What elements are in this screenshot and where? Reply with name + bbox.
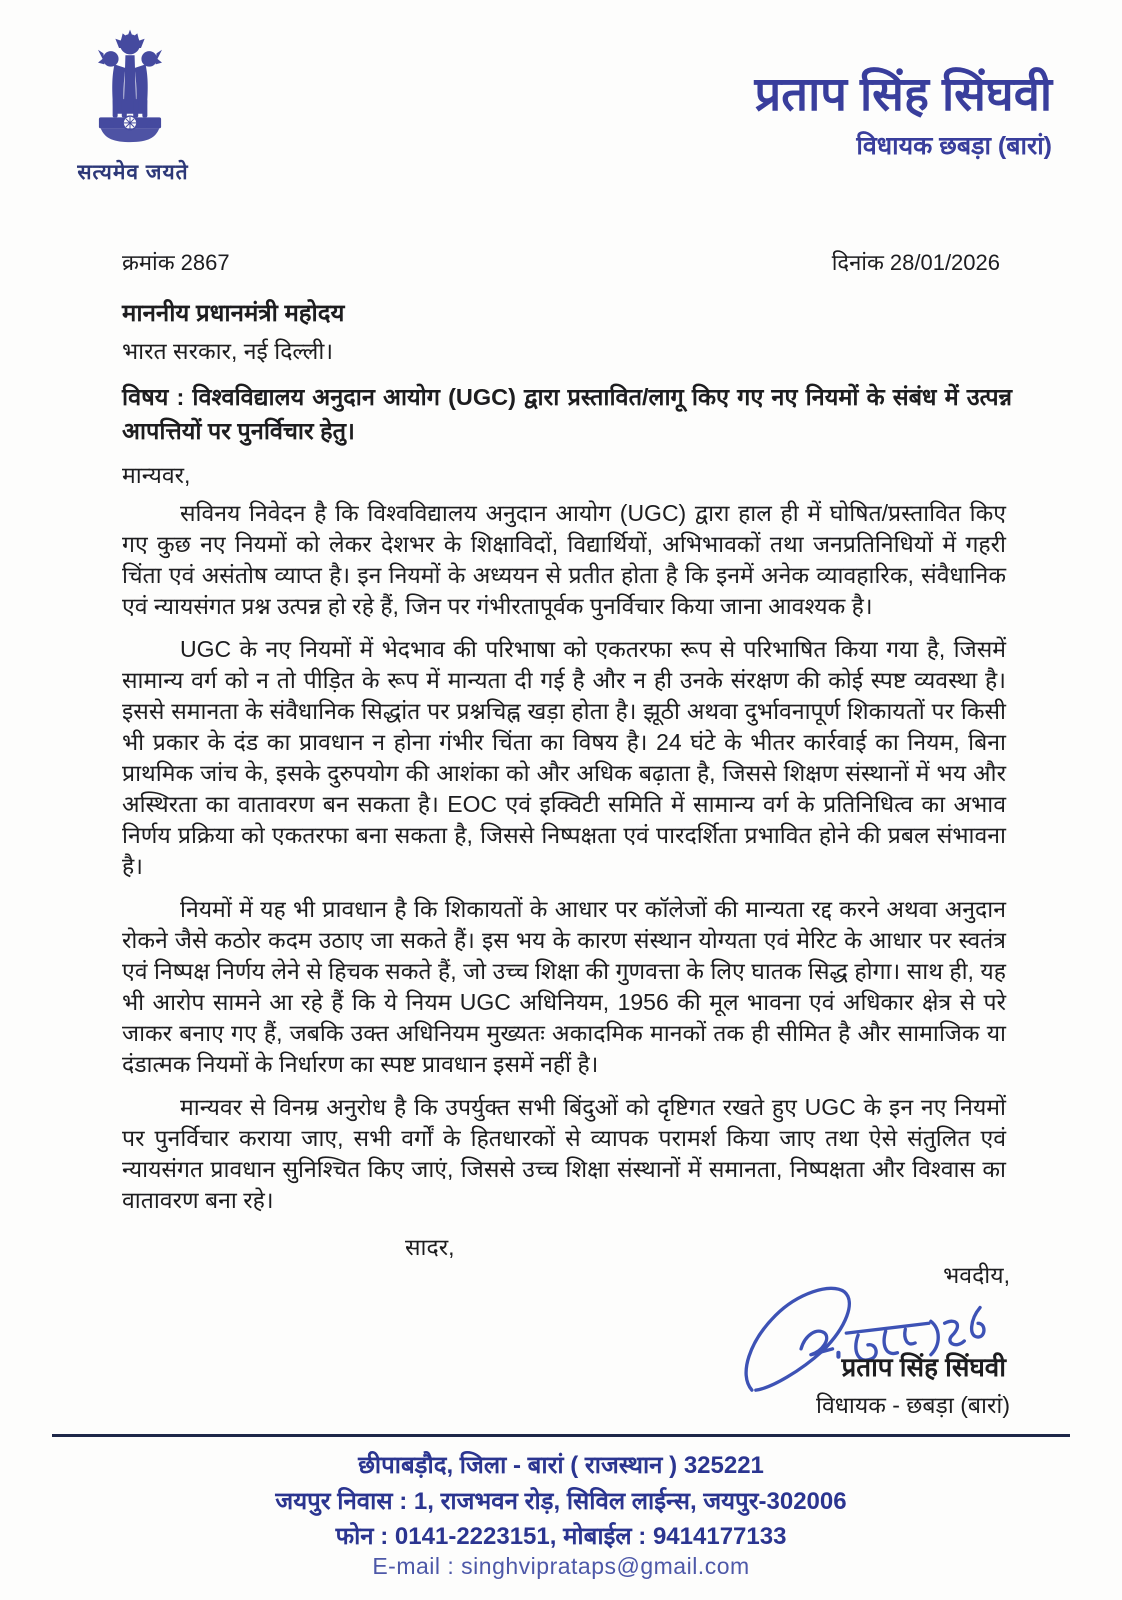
recipient-block [122,296,344,366]
paragraph-1: सविनय निवेदन है कि विश्वविद्यालय अनुदान आयोग (UGC) द्वारा हाल ही में घोषित/प्रस्तावित किए गए कुछ नए नियमों को लेकर देशभर के शिक्षाविदों, विद्यार्थियों, अभिभावकों तथा जनप्रतिनिधियों में गहरी चिंता एवं असंतोष व्याप्त है। इन नियमों के अध्ययन से प्रतीत होता है कि इनमें अनेक व्यावहारिक, संवैधानिक एवं न्यायसंगत प्रश्न उत्पन्न हो रहे हैं, जिन पर गंभीरतापूर्वक पुनर्विचार किया जाना आवश्यक है। [122,500,1006,619]
letter-body [122,498,1006,1262]
reference-number [122,247,236,277]
meta-row [122,247,1006,277]
paragraph-4: मान्यवर से विनम्र अनुरोध है कि उपर्युक्त सभी बिंदुओं को दृष्टिगत रखते हुए UGC के इन नए नियमों पर पुनर्विचार कराया जाए, सभी वर्गों के हितधारकों से व्यापक परामर्श किया जाए तथा ऐसे संतुलित एवं न्यायसंगत प्रावधान सुनिश्चित किए जाएं, जिससे उच्च शिक्षा संस्थानों में समानता, निष्पक्षता और विश्वास का वातावरण बना रहे। [122,1094,1006,1213]
signatory-designation: विधायक - छबड़ा (बारां) [816,1392,1010,1418]
footer-email: E-mail : singhviprataps@gmail.com [372,1553,750,1579]
signatory-name: प्रताप सिंह सिंघवी [841,1352,1006,1382]
reference-value: 2867 [180,250,230,275]
paragraph-2: UGC के नए नियमों में भेदभाव की परिभाषा को एकतरफा रूप से परिभाषित किया गया है, जिसमें सामान्य वर्ग को न तो पीड़ित के रूप में मान्यता दी गई है और न ही उनके संरक्षण की कोई स्पष्ट व्यवस्था है। इससे समानता के संवैधानिक सिद्धांत पर प्रश्नचिह्न खड़ा होता है। झूठी अथवा दुर्भावनापूर्ण शिकायतों पर किसी भी प्रकार के दंड का प्रावधान न होना गंभीर चिंता का विषय है। 24 घंटे के भीतर कार्रवाई का नियम, बिना प्राथमिक जांच के, इसके दुरुपयोग की आशंका को और अधिक बढ़ाता है, जिससे शिक्षण संस्थानों में भय और अस्थिरता का वातावरण बन सकता है। EOC एवं इक्विटी समिति में सामान्य वर्ग के प्रतिनिधित्व का अभाव निर्णय प्रक्रिया को एकतरफा बना सकता है, जिससे निष्पक्षता एवं पारदर्शिता प्रभावित होने की प्रबल संभावना है। [122,636,1006,879]
reference-label: क्रमांक [122,250,175,275]
regards: सादर, [405,1234,455,1260]
footer-phone: फोन : 0141-2223151, मोबाईल : 9414177133 [335,1523,787,1550]
letterhead-name: प्रताप सिंह सिंघवी [754,67,1052,120]
paragraph-3: नियमों में यह भी प्रावधान है कि शिकायतों के आधार पर कॉलेजों की मान्यता रद्द करने अथवा अनुदान रोकने जैसे कठोर कदम उठाए जा सकते हैं। इस भय के कारण संस्थान योग्यता एवं मेरिट के आधार पर स्वतंत्र एवं निष्पक्ष निर्णय लेने से हिचक सकते हैं, जो उच्च शिक्षा की गुणवत्ता के लिए घातक सिद्ध होगा। साथ ही, यह भी आरोप सामने आ रहे हैं कि ये नियम UGC अधिनियम, 1956 की मूल भावना एवं अधिकार क्षेत्र से परे जाकर बनाए गए हैं, जबकि उक्त अधिनियम मुख्यतः अकादमिक मानकों तक ही सीमित है और सामाजिक या दंडात्मक नियमों के निर्धारण का स्पष्ट प्रावधान इसमें नहीं है। [122,896,1006,1077]
ashoka-emblem-icon [84,26,176,154]
recipient-address: भारत सरकार, नई दिल्ली। [122,338,334,364]
emblem-motto: सत्यमेव जयते [77,161,189,184]
complimentary-close: भवदीय, [943,1262,1010,1288]
date-label: दिनांक [831,250,884,275]
subject-line: विषय : विश्वविद्यालय अनुदान आयोग (UGC) द्वारा प्रस्तावित/लागू किए गए नए नियमों के संबंध में उत्पन्न आपत्तियों पर पुनर्विचार हेतु। [122,384,1012,444]
recipient-title: माननीय प्रधानमंत्री महोदय [122,300,345,327]
footer-divider [52,1434,1070,1437]
letter-date [832,247,1006,277]
letterhead-designation: विधायक छबड़ा (बारां) [856,132,1052,160]
date-value: 28/01/2026 [889,250,1000,275]
footer-address-constituency: छीपाबड़ौद, जिला - बारां ( राजस्थान ) 325221 [358,1452,764,1479]
salutation: मान्यवर, [122,462,191,488]
footer-address-jaipur: जयपुर निवास : 1, राजभवन रोड़, सिविल लाईन्स, जयपुर-302006 [275,1488,847,1515]
